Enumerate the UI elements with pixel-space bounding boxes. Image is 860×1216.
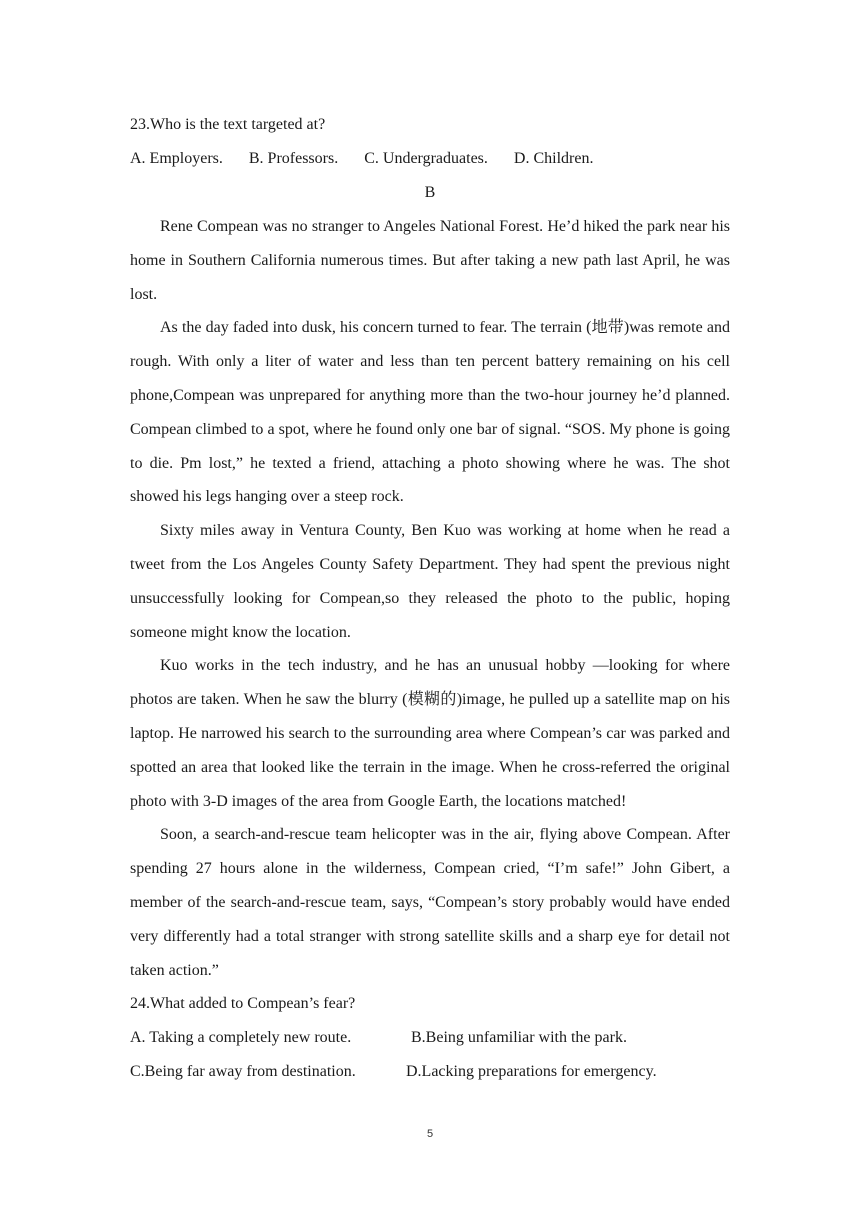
- question-23-option-d: D. Children.: [513, 150, 594, 167]
- document-page: [130, 108, 730, 1089]
- question-24-option-c: C.Being far away from destination.: [130, 1063, 356, 1081]
- question-23-option-c: C. Undergraduates.: [364, 150, 488, 167]
- passage-paragraph-2: As the day faded into dusk, his concern turned to fear. The terrain (地带)was remote and rough. With only a liter of water and less than ten percent battery remaining on his cell phone,Compean was unprepared for anything more than the two-hour journey he’d planned. Compean climbed to a spot, where he found only one bar of signal. “SOS. My phone is going to die. Pm lost,” he texted a friend, attaching a photo showing where he was. The shot showed his legs hanging over a steep rock.: [130, 319, 730, 506]
- question-23-option-a: A. Employers.: [130, 150, 223, 167]
- question-23-stem: 23.Who is the text targeted at?: [130, 116, 326, 133]
- question-23-option-b: B. Professors.: [248, 150, 339, 167]
- passage-paragraph-3: Sixty miles away in Ventura County, Ben Kuo was working at home when he read a tweet from the Los Angeles County Safety Department. They had spent the previous night unsuccessfully looking for Compean,so they released the photo to the public, hoping someone might know the location.: [130, 522, 730, 641]
- question-24-option-a: A. Taking a completely new route.: [130, 1029, 352, 1047]
- question-24-stem: 24.What added to Compean’s fear?: [130, 995, 356, 1013]
- passage-paragraph-5: Soon, a search-and-rescue team helicopter was in the air, flying above Compean. After spending 27 hours alone in the wilderness, Compean cried, “I’m safe!” John Gibert, a member of the search-and-rescue team, says, “Compean’s story probably would have ended very differently had a total stranger with strong satellite skills and a sharp eye for detail not taken action.”: [130, 826, 730, 979]
- question-24-option-b: B.Being unfamiliar with the park.: [411, 1029, 627, 1047]
- question-24-options-row-1: [130, 1021, 730, 1055]
- page-number: 5: [426, 1128, 434, 1140]
- question-23-options: [130, 142, 730, 176]
- question-24-option-d: D.Lacking preparations for emergency.: [406, 1063, 657, 1081]
- passage-paragraph-4: Kuo works in the tech industry, and he has an unusual hobby —looking for where photos are taken. When he saw the blurry (模糊的)image, he pulled up a satellite map on his laptop. He narrowed his search to the surrounding area where Compean’s car was parked and spotted an area that looked like the terrain in the image. When he cross-referred the original photo with 3-D images of the area from Google Earth, the locations matched!: [130, 657, 730, 810]
- section-heading: B: [424, 184, 436, 201]
- question-24-options-row-2: [130, 1055, 730, 1089]
- passage-paragraph-1: Rene Compean was no stranger to Angeles National Forest. He’d hiked the park near his home in Southern California numerous times. But after taking a new path last April, he was lost.: [130, 218, 730, 303]
